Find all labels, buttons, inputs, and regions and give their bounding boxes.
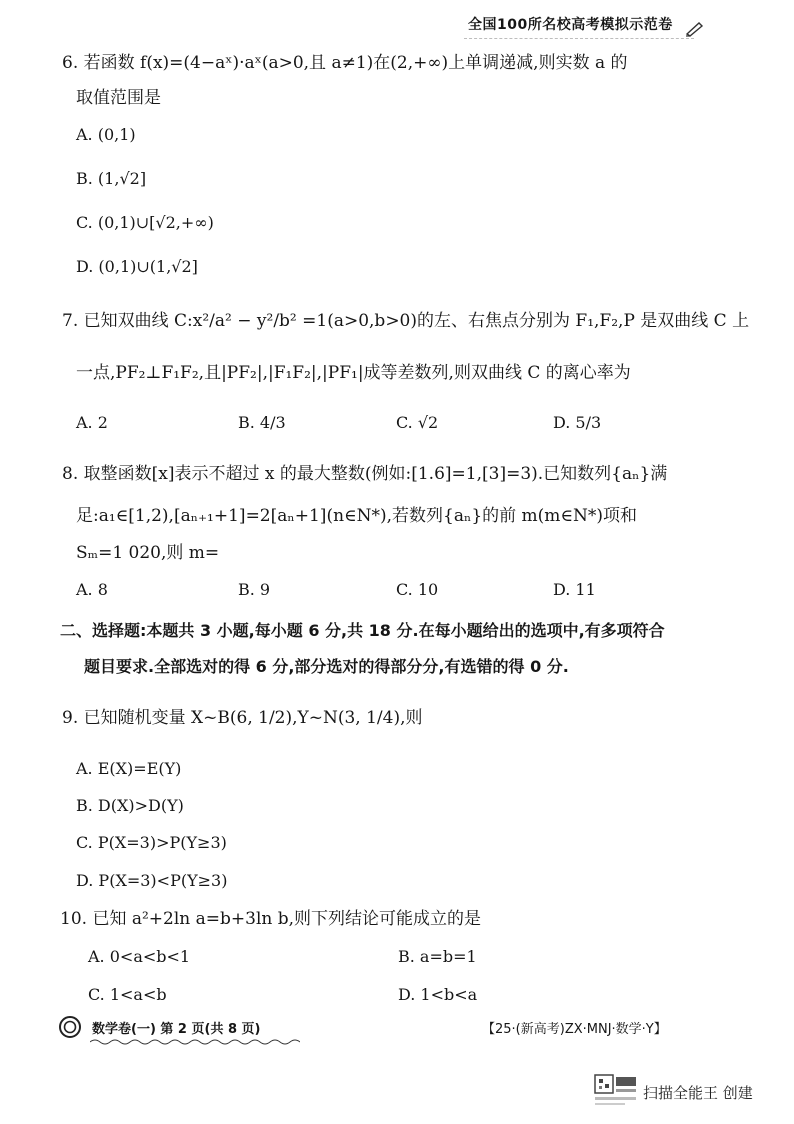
scanner-logo-icon bbox=[594, 1073, 638, 1109]
footer-circle-logo bbox=[58, 1015, 82, 1039]
q9-option-a: A. E(X)=E(Y) bbox=[76, 759, 182, 778]
q8-stem-line2: 足:a₁∈[1,2),[aₙ₊₁+1]=2[aₙ+1](n∈N*),若数列{aₙ}的前 m(m∈N*)项和 bbox=[76, 506, 638, 526]
q9-option-b: B. D(X)>D(Y) bbox=[76, 796, 184, 815]
q6-option-b: B. (1,√2] bbox=[76, 169, 147, 188]
footer-exam-code: 【25·(新高考)ZX·MNJ·数学·Y】 bbox=[482, 1022, 667, 1037]
header-rule bbox=[464, 38, 694, 39]
q7-stem-line2: 一点,PF₂⊥F₁F₂,且|PF₂|,|F₁F₂|,|PF₁|成等差数列,则双曲线 C 的离心率为 bbox=[76, 363, 631, 383]
q7-option-b: B. 4/3 bbox=[238, 413, 286, 432]
q8-option-d: D. 11 bbox=[553, 580, 596, 599]
q6-stem-line1: 6. 若函数 f(x)=(4−aˣ)·aˣ(a>0,且 a≠1)在(2,+∞)上单调递减,则实数 a 的 bbox=[62, 53, 628, 73]
section2-heading-line2: 题目要求.全部选对的得 6 分,部分选对的得部分分,有选错的得 0 分. bbox=[84, 657, 569, 676]
q10-option-d: D. 1<b<a bbox=[398, 985, 478, 1004]
q7-option-a: A. 2 bbox=[76, 413, 108, 432]
q7-option-d: D. 5/3 bbox=[553, 413, 602, 432]
pen-icon bbox=[684, 18, 706, 38]
q8-stem-line1: 8. 取整函数[x]表示不超过 x 的最大整数(例如:[1.6]=1,[3]=3).已知数列{aₙ}满 bbox=[62, 464, 668, 484]
q10-option-c: C. 1<a<b bbox=[88, 985, 167, 1004]
q8-stem-line3: Sₘ=1 020,则 m= bbox=[76, 543, 220, 563]
q8-option-b: B. 9 bbox=[238, 580, 271, 599]
q10-option-b: B. a=b=1 bbox=[398, 947, 477, 966]
scanner-watermark-text: 扫描全能王 创建 bbox=[643, 1084, 753, 1102]
q7-option-c: C. √2 bbox=[396, 413, 439, 432]
q6-option-a: A. (0,1) bbox=[76, 125, 136, 144]
q8-option-a: A. 8 bbox=[76, 580, 108, 599]
q8-option-c: C. 10 bbox=[396, 580, 439, 599]
section2-heading-line1: 二、选择题:本题共 3 小题,每小题 6 分,共 18 分.在每小题给出的选项中,有多项符合 bbox=[60, 621, 665, 640]
footer-page-info: 数学卷(一) 第 2 页(共 8 页) bbox=[92, 1022, 261, 1037]
q7-stem-line1: 7. 已知双曲线 C:x²/a² − y²/b² =1(a>0,b>0)的左、右焦点分别为 F₁,F₂,P 是双曲线 C 上 bbox=[62, 311, 750, 331]
q6-stem-line2: 取值范围是 bbox=[76, 88, 161, 108]
page-header-title: 全国100所名校高考模拟示范卷 bbox=[468, 17, 673, 33]
q9-option-d: D. P(X=3)<P(Y≥3) bbox=[76, 871, 228, 890]
q6-option-d: D. (0,1)∪(1,√2] bbox=[76, 257, 198, 276]
q10-option-a: A. 0<a<b<1 bbox=[88, 947, 191, 966]
q9-stem: 9. 已知随机变量 X~B(6, 1/2),Y~N(3, 1/4),则 bbox=[62, 708, 423, 728]
footer-wavy-underline bbox=[90, 1038, 300, 1046]
q9-option-c: C. P(X=3)>P(Y≥3) bbox=[76, 833, 227, 852]
q6-option-c: C. (0,1)∪[√2,+∞) bbox=[76, 213, 214, 232]
q10-stem: 10. 已知 a²+2ln a=b+3ln b,则下列结论可能成立的是 bbox=[60, 909, 482, 929]
